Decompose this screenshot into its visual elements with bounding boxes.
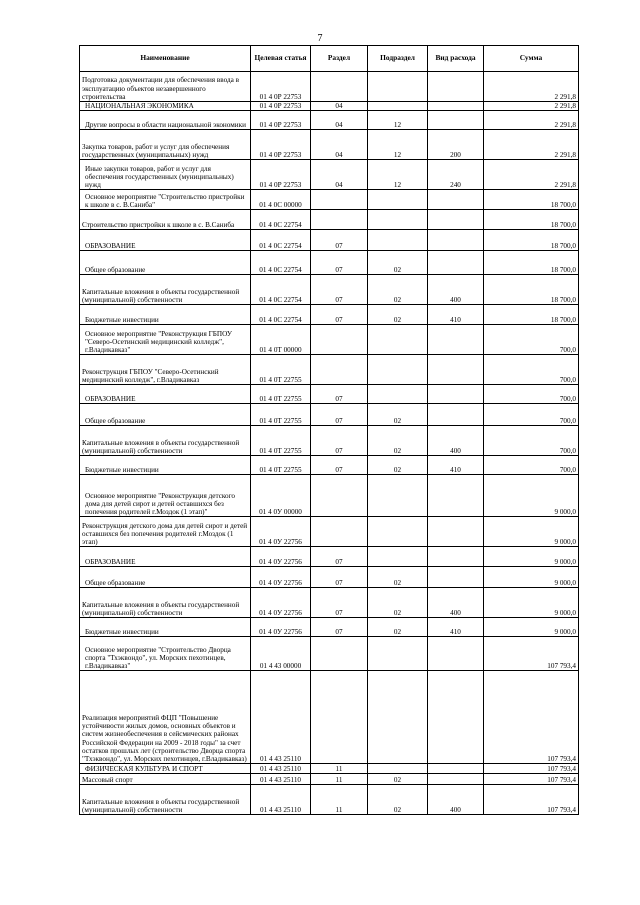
cell-subsection xyxy=(368,385,428,404)
cell-article: 01 4 0С 22754 xyxy=(251,275,311,305)
cell-expense-type xyxy=(428,102,484,111)
cell-name: Капитальные вложения в объекты государственной (муниципальной) собственности xyxy=(80,275,251,305)
cell-name: Основное мероприятие "Строительство Дворца спорта "Тхэквондо", ул. Морских пехотинцев, г.Владикавказ" xyxy=(80,637,251,671)
cell-name: Массовый спорт xyxy=(80,774,251,785)
cell-section: 07 xyxy=(311,230,368,251)
cell-article: 01 4 43 00000 xyxy=(251,637,311,671)
table-row xyxy=(80,404,579,426)
cell-article: 01 4 0Т 22755 xyxy=(251,456,311,475)
cell-sum: 18 700,0 xyxy=(484,190,579,210)
cell-section: 07 xyxy=(311,456,368,475)
cell-article: 01 4 0У 00000 xyxy=(251,475,311,517)
cell-subsection: 02 xyxy=(368,305,428,325)
cell-expense-type xyxy=(428,567,484,588)
cell-expense-type xyxy=(428,72,484,102)
cell-sum: 2 291,8 xyxy=(484,102,579,111)
cell-expense-type: 410 xyxy=(428,305,484,325)
cell-section: 04 xyxy=(311,160,368,190)
cell-expense-type xyxy=(428,475,484,517)
cell-section: 07 xyxy=(311,275,368,305)
cell-expense-type: 400 xyxy=(428,785,484,815)
cell-name: Строительство пристройки к школе в с. В.Саниба xyxy=(80,210,251,230)
cell-name: Капитальные вложения в объекты государственной (муниципальной) собственности xyxy=(80,588,251,618)
table-row xyxy=(80,637,579,671)
cell-sum: 9 000,0 xyxy=(484,547,579,567)
cell-sum: 700,0 xyxy=(484,426,579,456)
cell-article: 01 4 0С 22754 xyxy=(251,305,311,325)
cell-subsection xyxy=(368,72,428,102)
cell-name: Общее образование xyxy=(80,567,251,588)
cell-section xyxy=(311,325,368,355)
cell-section xyxy=(311,355,368,385)
cell-article: 01 4 0Т 22755 xyxy=(251,355,311,385)
cell-article: 01 4 0С 22754 xyxy=(251,210,311,230)
cell-article: 01 4 43 25110 xyxy=(251,785,311,815)
table-row xyxy=(80,426,579,456)
cell-sum: 700,0 xyxy=(484,456,579,475)
table-row xyxy=(80,618,579,637)
cell-subsection: 02 xyxy=(368,588,428,618)
cell-sum: 107 793,4 xyxy=(484,764,579,774)
cell-sum: 2 291,8 xyxy=(484,160,579,190)
table-row xyxy=(80,785,579,815)
cell-sum: 9 000,0 xyxy=(484,618,579,637)
table-row xyxy=(80,774,579,785)
cell-article: 01 4 0Т 22755 xyxy=(251,385,311,404)
cell-sum: 2 291,8 xyxy=(484,72,579,102)
header-section: Раздел xyxy=(311,46,368,72)
cell-name: Бюджетные инвестиции xyxy=(80,618,251,637)
cell-subsection: 12 xyxy=(368,160,428,190)
table-row xyxy=(80,305,579,325)
table-row xyxy=(80,764,579,774)
table-row xyxy=(80,210,579,230)
cell-article: 01 4 43 25110 xyxy=(251,671,311,764)
cell-section: 11 xyxy=(311,764,368,774)
header-article: Целевая статья xyxy=(251,46,311,72)
cell-subsection xyxy=(368,102,428,111)
cell-subsection xyxy=(368,325,428,355)
cell-sum: 9 000,0 xyxy=(484,475,579,517)
cell-section: 07 xyxy=(311,588,368,618)
cell-name: Общее образование xyxy=(80,251,251,275)
cell-expense-type xyxy=(428,404,484,426)
table-row xyxy=(80,475,579,517)
cell-sum: 700,0 xyxy=(484,404,579,426)
cell-subsection: 02 xyxy=(368,404,428,426)
table-row xyxy=(80,325,579,355)
cell-subsection: 02 xyxy=(368,275,428,305)
cell-sum: 18 700,0 xyxy=(484,210,579,230)
cell-expense-type xyxy=(428,190,484,210)
cell-article: 01 4 0У 22756 xyxy=(251,618,311,637)
cell-section xyxy=(311,190,368,210)
cell-sum: 2 291,8 xyxy=(484,130,579,160)
cell-expense-type xyxy=(428,230,484,251)
cell-section xyxy=(311,475,368,517)
cell-section xyxy=(311,637,368,671)
table-row xyxy=(80,130,579,160)
cell-expense-type: 400 xyxy=(428,275,484,305)
cell-article: 01 4 43 25110 xyxy=(251,774,311,785)
table-row xyxy=(80,456,579,475)
cell-name: Другие вопросы в области национальной экономики xyxy=(80,111,251,130)
cell-name: Общее образование xyxy=(80,404,251,426)
cell-sum: 18 700,0 xyxy=(484,251,579,275)
cell-sum: 700,0 xyxy=(484,325,579,355)
cell-expense-type xyxy=(428,774,484,785)
cell-subsection: 12 xyxy=(368,130,428,160)
cell-subsection: 12 xyxy=(368,111,428,130)
cell-name: Подготовка документации для обеспечения ввода в эксплуатацию объектов незавершенного строительства xyxy=(80,72,251,102)
cell-sum: 700,0 xyxy=(484,355,579,385)
cell-article: 01 4 0Р 22753 xyxy=(251,111,311,130)
cell-section: 04 xyxy=(311,111,368,130)
cell-name: Закупка товаров, работ и услуг для обеспечения государственных (муниципальных) нужд xyxy=(80,130,251,160)
cell-article: 01 4 0Р 22753 xyxy=(251,130,311,160)
cell-name: Бюджетные инвестиции xyxy=(80,456,251,475)
cell-subsection xyxy=(368,517,428,547)
cell-name: Основное мероприятие "Реконструкция ГБПОУ "Северо-Осетинский медицинский колледж", г.Владикавказ" xyxy=(80,325,251,355)
table-row xyxy=(80,72,579,102)
table-row xyxy=(80,547,579,567)
table-row xyxy=(80,190,579,210)
cell-subsection xyxy=(368,210,428,230)
header-expense-type: Вид расхода xyxy=(428,46,484,72)
cell-section: 11 xyxy=(311,785,368,815)
table-row xyxy=(80,588,579,618)
cell-sum: 700,0 xyxy=(484,385,579,404)
cell-subsection: 02 xyxy=(368,567,428,588)
cell-sum: 107 793,4 xyxy=(484,785,579,815)
cell-expense-type xyxy=(428,355,484,385)
cell-subsection: 02 xyxy=(368,456,428,475)
table-row xyxy=(80,102,579,111)
cell-expense-type xyxy=(428,637,484,671)
table-row xyxy=(80,251,579,275)
cell-subsection xyxy=(368,671,428,764)
cell-article: 01 4 0У 22756 xyxy=(251,567,311,588)
table-row xyxy=(80,160,579,190)
cell-article: 01 4 0Т 22755 xyxy=(251,426,311,456)
cell-section: 11 xyxy=(311,774,368,785)
cell-subsection xyxy=(368,230,428,251)
cell-article: 01 4 0Т 00000 xyxy=(251,325,311,355)
page-number: 7 xyxy=(317,33,323,44)
cell-expense-type xyxy=(428,111,484,130)
header-sum: Сумма xyxy=(484,46,579,72)
cell-name: Реконструкция детского дома для детей сирот и детей оставшихся без попечения родителей г.Моздок (1 этап) xyxy=(80,517,251,547)
cell-sum: 9 000,0 xyxy=(484,517,579,547)
cell-expense-type xyxy=(428,671,484,764)
cell-subsection xyxy=(368,547,428,567)
cell-name: ОБРАЗОВАНИЕ xyxy=(80,385,251,404)
cell-name: Реализация мероприятий ФЦП "Повышение устойчивости жилых домов, основных объектов и систем жизнеобеспечения в сейсмических районах Российской Федерации на 2009 - 2018 годы" за счет остатков прошлых лет (строительство Дворца спорта "Тхэквондо", ул. Морских пехотинцев, г.Владикавказ) xyxy=(80,671,251,764)
table-body xyxy=(80,72,579,815)
cell-subsection: 02 xyxy=(368,618,428,637)
cell-article: 01 4 0Т 22755 xyxy=(251,404,311,426)
cell-sum: 107 793,4 xyxy=(484,637,579,671)
cell-subsection: 02 xyxy=(368,426,428,456)
cell-name: Основное мероприятие "Строительство пристройки к школе в с. В.Саниба" xyxy=(80,190,251,210)
cell-sum: 18 700,0 xyxy=(484,230,579,251)
cell-section xyxy=(311,517,368,547)
cell-article: 01 4 0Р 22753 xyxy=(251,72,311,102)
cell-section xyxy=(311,671,368,764)
cell-expense-type xyxy=(428,251,484,275)
cell-name: Бюджетные инвестиции xyxy=(80,305,251,325)
cell-expense-type xyxy=(428,385,484,404)
budget-table xyxy=(79,45,579,815)
cell-section: 07 xyxy=(311,618,368,637)
cell-expense-type: 410 xyxy=(428,618,484,637)
table-row xyxy=(80,385,579,404)
cell-section: 04 xyxy=(311,130,368,160)
cell-article: 01 4 0У 22756 xyxy=(251,517,311,547)
cell-name: ОБРАЗОВАНИЕ xyxy=(80,230,251,251)
table-row xyxy=(80,671,579,764)
cell-expense-type xyxy=(428,764,484,774)
cell-sum: 18 700,0 xyxy=(484,305,579,325)
table-row xyxy=(80,230,579,251)
table-row xyxy=(80,517,579,547)
cell-name: Иные закупки товаров, работ и услуг для обеспечения государственных (муниципальных) нужд xyxy=(80,160,251,190)
cell-article: 01 4 0Р 22753 xyxy=(251,102,311,111)
cell-sum: 18 700,0 xyxy=(484,275,579,305)
cell-subsection: 02 xyxy=(368,774,428,785)
cell-section: 07 xyxy=(311,404,368,426)
cell-section: 07 xyxy=(311,305,368,325)
cell-expense-type: 410 xyxy=(428,456,484,475)
table-row xyxy=(80,355,579,385)
table-header-row xyxy=(80,46,579,72)
cell-expense-type xyxy=(428,517,484,547)
header-name: Наименование xyxy=(80,46,251,72)
cell-expense-type xyxy=(428,325,484,355)
cell-section: 07 xyxy=(311,385,368,404)
cell-subsection xyxy=(368,764,428,774)
cell-subsection xyxy=(368,475,428,517)
table-row xyxy=(80,567,579,588)
cell-expense-type: 400 xyxy=(428,426,484,456)
cell-subsection xyxy=(368,637,428,671)
cell-name: ОБРАЗОВАНИЕ xyxy=(80,547,251,567)
cell-expense-type: 400 xyxy=(428,588,484,618)
cell-expense-type xyxy=(428,210,484,230)
cell-subsection: 02 xyxy=(368,785,428,815)
cell-section: 04 xyxy=(311,102,368,111)
cell-article: 01 4 0С 22754 xyxy=(251,251,311,275)
header-subsection: Подраздел xyxy=(368,46,428,72)
cell-article: 01 4 0С 00000 xyxy=(251,190,311,210)
cell-article: 01 4 0Р 22753 xyxy=(251,160,311,190)
cell-sum: 9 000,0 xyxy=(484,588,579,618)
cell-section: 07 xyxy=(311,251,368,275)
cell-expense-type: 240 xyxy=(428,160,484,190)
cell-section: 07 xyxy=(311,547,368,567)
cell-sum: 107 793,4 xyxy=(484,774,579,785)
cell-article: 01 4 0У 22756 xyxy=(251,547,311,567)
cell-article: 01 4 0У 22756 xyxy=(251,588,311,618)
cell-section xyxy=(311,210,368,230)
cell-name: Основное мероприятие "Реконструкция детского дома для детей сирот и детей оставшихся без попечения родителей г.Моздок (1 этап)" xyxy=(80,475,251,517)
cell-subsection xyxy=(368,190,428,210)
cell-expense-type: 200 xyxy=(428,130,484,160)
cell-expense-type xyxy=(428,547,484,567)
cell-name: Капитальные вложения в объекты государственной (муниципальной) собственности xyxy=(80,785,251,815)
table-row xyxy=(80,275,579,305)
cell-section xyxy=(311,72,368,102)
cell-subsection: 02 xyxy=(368,251,428,275)
cell-sum: 2 291,8 xyxy=(484,111,579,130)
cell-article: 01 4 0С 22754 xyxy=(251,230,311,251)
cell-article: 01 4 43 25110 xyxy=(251,764,311,774)
cell-sum: 9 000,0 xyxy=(484,567,579,588)
cell-name: НАЦИОНАЛЬНАЯ ЭКОНОМИКА xyxy=(80,102,251,111)
table-row xyxy=(80,111,579,130)
cell-subsection xyxy=(368,355,428,385)
cell-section: 07 xyxy=(311,426,368,456)
cell-name: Реконструкция ГБПОУ "Северо-Осетинский медицинский колледж", г.Владикавказ xyxy=(80,355,251,385)
cell-sum: 107 793,4 xyxy=(484,671,579,764)
cell-section: 07 xyxy=(311,567,368,588)
cell-name: Капитальные вложения в объекты государственной (муниципальной) собственности xyxy=(80,426,251,456)
cell-name: ФИЗИЧЕСКАЯ КУЛЬТУРА И СПОРТ xyxy=(80,764,251,774)
